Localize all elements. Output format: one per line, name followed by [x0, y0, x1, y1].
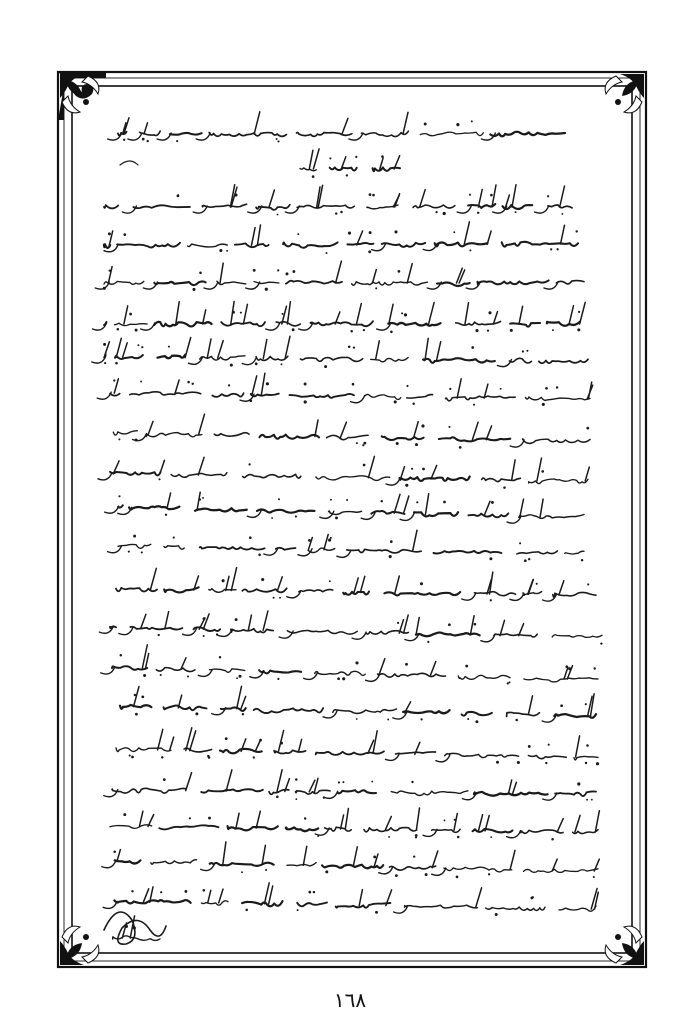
- handwritten-line: [98, 456, 589, 488]
- handwritten-line: [102, 842, 600, 878]
- handwritten-line: [113, 916, 160, 941]
- handwritten-line: [97, 373, 593, 406]
- handwritten-line: [93, 302, 586, 334]
- handwritten-line: [105, 492, 584, 523]
- handwritten-line: [300, 149, 400, 178]
- handwritten-line: [116, 728, 599, 765]
- ink-mark: [120, 161, 138, 165]
- handwritten-line: [92, 336, 588, 368]
- page-number: ١٦٨: [333, 988, 367, 1012]
- handwritten-line: [95, 261, 584, 291]
- handwritten-line: [104, 222, 578, 254]
- handwritten-line: [113, 414, 590, 449]
- handwritten-line: [108, 530, 584, 562]
- handwritten-line: [101, 645, 598, 685]
- handwritten-line: [116, 568, 596, 602]
- handwritten-line: [104, 770, 596, 801]
- handwritten-line: [104, 185, 572, 216]
- handwritten-line: [108, 112, 565, 143]
- handwritten-line: [103, 883, 598, 916]
- handwritten-line: [99, 611, 602, 645]
- handwritten-line: [120, 686, 596, 723]
- handwritten-line: [110, 808, 599, 840]
